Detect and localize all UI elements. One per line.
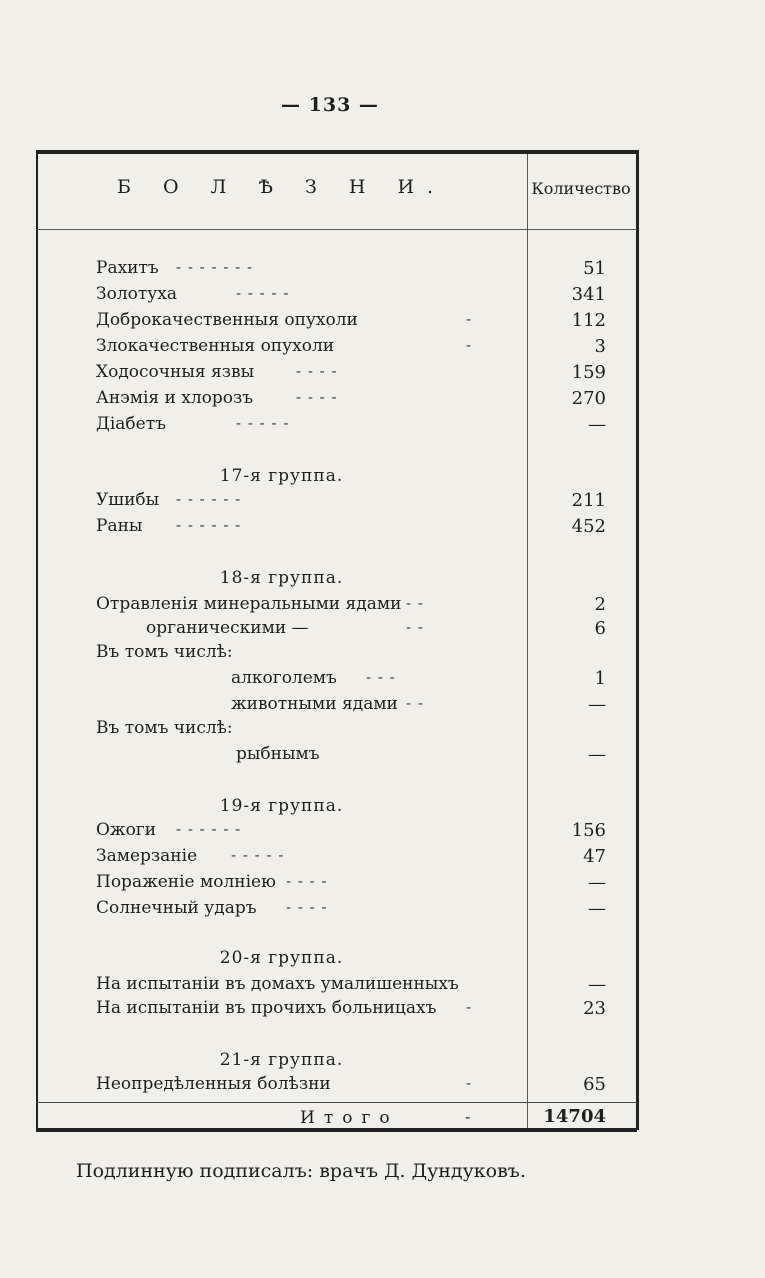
disease-name: рыбнымъ <box>236 744 320 764</box>
table-row <box>96 1074 606 1099</box>
disease-name: органическими — <box>146 618 309 638</box>
disease-count: 2 <box>594 594 606 615</box>
disease-count: 1 <box>594 668 606 689</box>
table-row <box>96 258 606 283</box>
leader-dashes: - - - <box>366 668 396 686</box>
table-row <box>96 362 606 387</box>
disease-name: алкоголемъ <box>231 668 337 688</box>
table-top-rule <box>36 150 637 154</box>
disease-count: 341 <box>571 284 606 305</box>
disease-name: Неопредѣленныя болѣзни <box>96 1074 331 1094</box>
disease-name: Ожоги <box>96 820 157 840</box>
disease-name: На испытаніи въ прочихъ больницахъ <box>96 998 437 1018</box>
disease-name: Рахитъ <box>96 258 159 278</box>
disease-count: 112 <box>571 310 606 331</box>
disease-count: 211 <box>571 490 606 511</box>
leader-dashes: - <box>466 1074 473 1092</box>
total-label: Итого <box>300 1108 399 1128</box>
leader-dashes: - - - - - - <box>176 820 242 838</box>
disease-count: — <box>588 872 606 893</box>
disease-name: Золотуха <box>96 284 177 304</box>
leader-dashes: - - - - - <box>236 284 290 302</box>
table-row <box>96 694 606 719</box>
table-row <box>96 744 606 769</box>
table-row <box>96 618 606 643</box>
table-row <box>96 336 606 361</box>
disease-count: 156 <box>571 820 606 841</box>
leader-dashes: - <box>466 998 473 1016</box>
header-rule <box>36 229 637 230</box>
leader-dashes: - - - - <box>296 388 338 406</box>
leader-dashes: - - - - - <box>236 414 290 432</box>
table-row <box>96 310 606 335</box>
table-row <box>96 998 606 1023</box>
total-dash: - <box>465 1107 471 1126</box>
table-row <box>96 516 606 541</box>
table-row <box>96 872 606 897</box>
table-row <box>96 642 606 667</box>
disease-count: 270 <box>571 388 606 409</box>
disease-name: Солнечный ударъ <box>96 898 257 918</box>
disease-count: 47 <box>583 846 606 867</box>
disease-count: 23 <box>583 998 606 1019</box>
group-title: 19-я группа. <box>219 796 344 816</box>
leader-dashes: - - - - <box>296 362 338 380</box>
group-title: 20-я группа. <box>219 948 344 968</box>
leader-dashes: - - <box>406 694 424 712</box>
disease-name: Ходосочныя язвы <box>96 362 255 382</box>
table-row <box>96 668 606 693</box>
disease-name: На испытаніи въ домахъ умалишенныхъ <box>96 974 459 994</box>
disease-count: 159 <box>571 362 606 383</box>
leader-dashes: - - - - <box>286 872 328 890</box>
disease-count: 452 <box>571 516 606 537</box>
disease-name: Замерзаніе <box>96 846 198 866</box>
table-row <box>96 490 606 515</box>
table-row <box>96 846 606 871</box>
leader-dashes: - - - - - - <box>176 516 242 534</box>
disease-count: — <box>588 974 606 995</box>
disease-name: Ушибы <box>96 490 160 510</box>
table-row <box>96 284 606 309</box>
table-row <box>96 594 606 619</box>
disease-name: Въ томъ числѣ: <box>96 642 233 662</box>
group-title: 21-я группа. <box>219 1050 344 1070</box>
signature-line: Подлинную подписалъ: врачъ Д. Дундуковъ. <box>76 1160 526 1182</box>
disease-name: Доброкачественныя опухоли <box>96 310 358 330</box>
leader-dashes: - - - - - - <box>176 490 242 508</box>
header-count: Количество <box>531 179 631 198</box>
disease-name: Злокачественныя опухоли <box>96 336 335 356</box>
table-bottom-rule <box>36 1128 637 1132</box>
disease-count: — <box>588 898 606 919</box>
table-row <box>96 388 606 413</box>
table-row <box>96 820 606 845</box>
disease-count: — <box>588 744 606 765</box>
table-row <box>96 898 606 923</box>
leader-dashes: - <box>466 310 473 328</box>
disease-name: Пораженіе молніею <box>96 872 276 892</box>
disease-name: Отравленія минеральными ядами <box>96 594 402 614</box>
disease-name: Раны <box>96 516 143 536</box>
disease-name: животными ядами <box>231 694 398 714</box>
page-number: — 133 — <box>281 94 379 116</box>
disease-name: Діабетъ <box>96 414 166 434</box>
disease-count: — <box>588 694 606 715</box>
disease-name: Въ томъ числѣ: <box>96 718 233 738</box>
leader-dashes: - - - - - - - <box>176 258 254 276</box>
leader-dashes: - <box>466 336 473 354</box>
disease-count: — <box>588 414 606 435</box>
disease-count: 6 <box>594 618 606 639</box>
leader-dashes: - - - - - <box>231 846 285 864</box>
total-count: 14704 <box>543 1106 606 1127</box>
group-title: 17-я группа. <box>219 466 344 486</box>
leader-dashes: - - <box>406 618 424 636</box>
table-row <box>96 974 606 999</box>
total-rule <box>36 1102 637 1103</box>
group-title: 18-я группа. <box>219 568 344 588</box>
disease-count: 51 <box>583 258 606 279</box>
header-diseases: Б О Л Ѣ З Н И. <box>116 176 447 198</box>
disease-count: 3 <box>594 336 606 357</box>
leader-dashes: - - - - <box>286 898 328 916</box>
disease-name: Анэмія и хлорозъ <box>96 388 254 408</box>
disease-count: 65 <box>583 1074 606 1095</box>
table-row <box>96 718 606 743</box>
leader-dashes: - - <box>406 594 424 612</box>
table-row <box>96 414 606 439</box>
